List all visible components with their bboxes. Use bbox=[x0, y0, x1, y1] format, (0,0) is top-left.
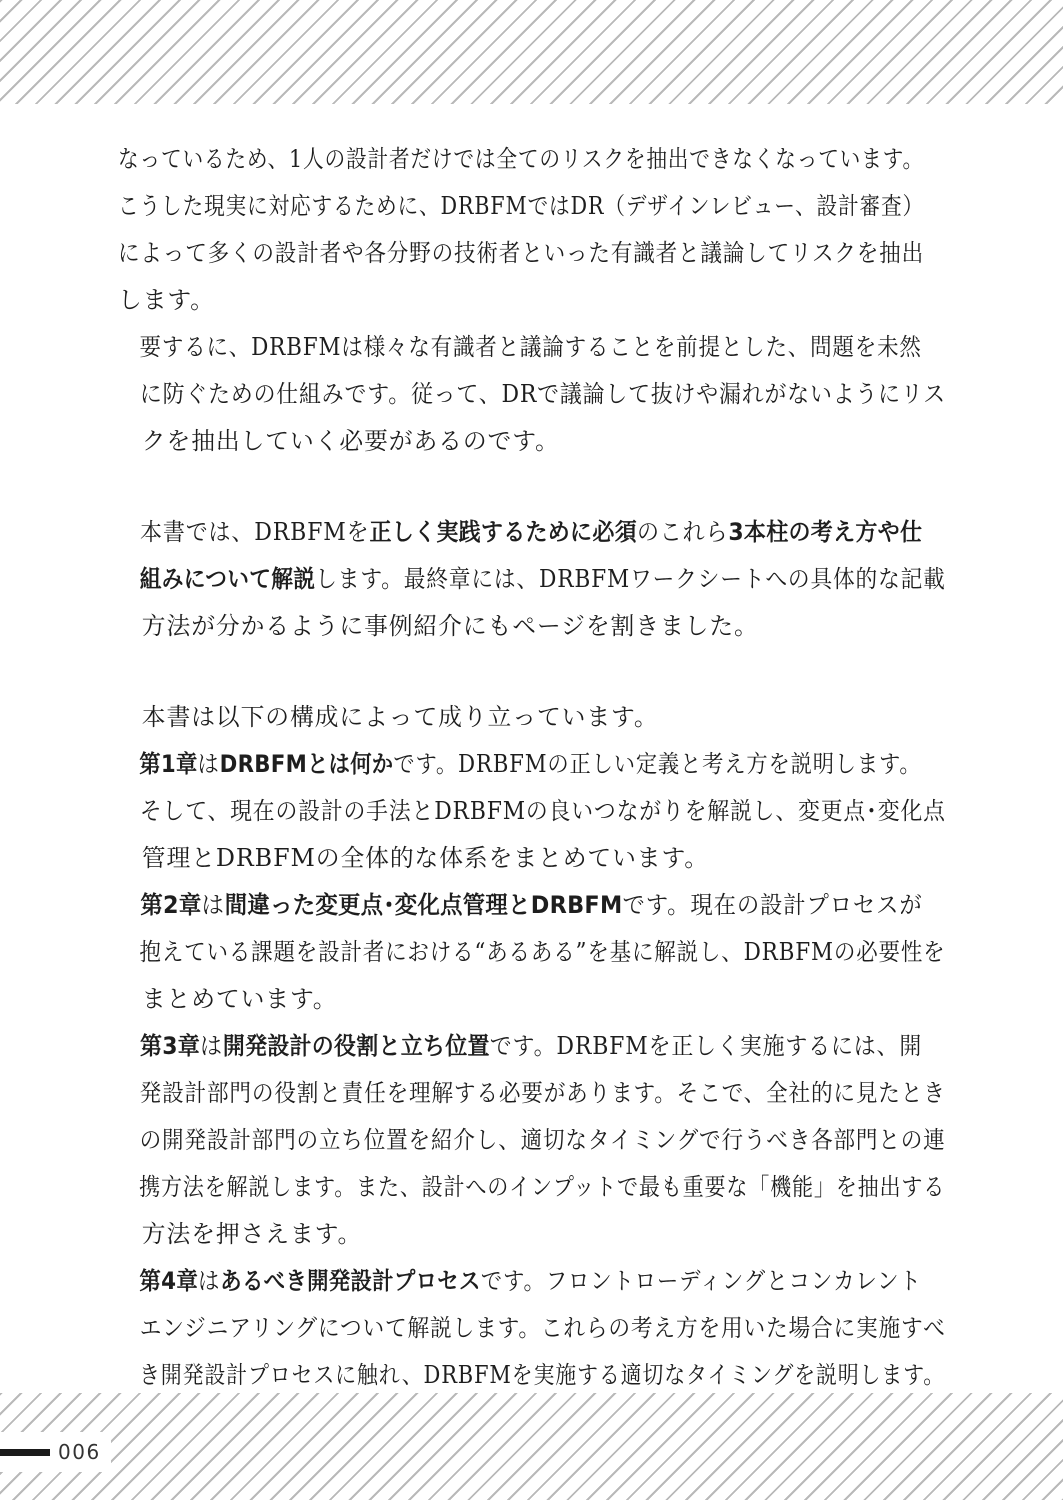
text-run: します。 bbox=[118, 286, 215, 314]
emphasis-text: 第4章 bbox=[139, 1267, 199, 1295]
text-line bbox=[118, 929, 946, 976]
text-line bbox=[118, 694, 924, 741]
text-run: のこれら bbox=[636, 518, 729, 546]
text-line bbox=[118, 1023, 923, 1070]
text-line bbox=[118, 882, 923, 929]
text-line bbox=[118, 976, 924, 1023]
paragraph bbox=[118, 1258, 946, 1399]
text-run: こうした現実に対応するために、DRBFMではDR（デザインレビュー、設計審査） bbox=[118, 192, 924, 220]
paragraph bbox=[118, 1023, 946, 1258]
emphasis-text: 第3章 bbox=[139, 1032, 201, 1060]
page-number-rule bbox=[0, 1449, 50, 1456]
text-line bbox=[118, 1164, 946, 1211]
text-run: 発設計部門の役割と責任を理解する必要があります。そこで、全社的に見たとき bbox=[139, 1079, 946, 1107]
text-run: します。最終章には、DRBFMワークシートへの具体的な記載 bbox=[315, 565, 946, 593]
emphasis-text: DRBFMとは何か bbox=[219, 750, 394, 778]
emphasis-text: 組みについて解説 bbox=[139, 565, 316, 593]
text-run: 本書では、DRBFMを bbox=[140, 518, 370, 546]
text-run: に防ぐための仕組みです。従って、DRで議論して抜けや漏れがないようにリス bbox=[139, 380, 946, 408]
text-line bbox=[118, 277, 924, 324]
text-run: は bbox=[197, 750, 220, 778]
emphasis-text: 正しく実践するために必須 bbox=[369, 518, 637, 546]
text-run: 抱えている課題を設計者における“あるある”を基に解説し、DRBFMの必要性を bbox=[139, 938, 946, 966]
text-line bbox=[118, 1117, 946, 1164]
paragraph bbox=[118, 509, 946, 650]
text-run: まとめています。 bbox=[141, 985, 338, 1013]
text-run: 管理とDRBFMの全体的な体系をまとめています。 bbox=[141, 844, 709, 872]
text-run: です。DRBFMを正しく実施するには、開 bbox=[489, 1032, 923, 1060]
top-stripe-band bbox=[0, 0, 1063, 104]
paragraph-gap bbox=[118, 465, 924, 509]
emphasis-text: 間違った変更点･変化点管理とDRBFM bbox=[224, 891, 623, 919]
paragraph bbox=[118, 136, 924, 324]
text-line bbox=[118, 509, 923, 556]
text-run: です。現在の設計プロセスが bbox=[622, 891, 923, 919]
text-run: の開発設計部門の立ち位置を紹介し、適切なタイミングで行うべき各部門との連 bbox=[139, 1126, 946, 1154]
paragraph bbox=[118, 882, 946, 1023]
emphasis-text: 3本柱の考え方や仕 bbox=[728, 518, 923, 546]
text-line bbox=[118, 230, 924, 277]
text-run: なっているため、1人の設計者だけでは全てのリスクを抽出できなくなっています。 bbox=[118, 145, 924, 173]
text-line bbox=[118, 136, 924, 183]
paragraph bbox=[118, 324, 946, 465]
text-line bbox=[118, 741, 922, 788]
emphasis-text: 開発設計の役割と立ち位置 bbox=[222, 1032, 490, 1060]
paragraph-gap bbox=[118, 650, 924, 694]
text-run: は bbox=[198, 1267, 221, 1295]
text-run: そして、現在の設計の手法とDRBFMの良いつながりを解説し、変更点･変化点 bbox=[139, 797, 946, 825]
text-line bbox=[118, 1211, 924, 1258]
text-run: 方法が分かるように事例紹介にもページを割きました。 bbox=[141, 612, 759, 640]
text-run: は bbox=[200, 1032, 223, 1060]
text-run: クを抽出していく必要があるのです。 bbox=[141, 427, 560, 455]
text-run: 携方法を解説します。また、設計へのインプットで最も重要な「機能」を抽出する bbox=[139, 1173, 946, 1201]
text-line bbox=[118, 1258, 922, 1305]
text-line bbox=[118, 418, 924, 465]
body-text bbox=[118, 136, 946, 1399]
text-line bbox=[118, 603, 924, 650]
text-run: き開発設計プロセスに触れ、DRBFMを実施する適切なタイミングを説明します。 bbox=[138, 1361, 946, 1389]
bottom-stripe-band bbox=[0, 1393, 1063, 1500]
text-run: は bbox=[201, 891, 225, 919]
paragraph bbox=[118, 694, 924, 741]
text-line bbox=[118, 371, 946, 418]
text-line bbox=[118, 835, 924, 882]
text-run: 要するに、DRBFMは様々な有識者と議論することを前提とした、問題を未然 bbox=[139, 333, 922, 361]
emphasis-text: 第1章 bbox=[139, 750, 198, 778]
page-footer bbox=[0, 1432, 111, 1472]
text-line bbox=[118, 183, 924, 230]
text-run: 本書は以下の構成によって成り立っています。 bbox=[141, 703, 659, 731]
text-run: です。フロントローディングとコンカレント bbox=[480, 1267, 922, 1295]
text-line bbox=[118, 556, 946, 603]
text-line bbox=[118, 788, 946, 835]
text-run: 方法を押さえます。 bbox=[141, 1220, 363, 1248]
text-run: によって多くの設計者や各分野の技術者といった有識者と議論してリスクを抽出 bbox=[118, 239, 924, 267]
text-run: です。DRBFMの正しい定義と考え方を説明します。 bbox=[393, 750, 922, 778]
emphasis-text: 第2章 bbox=[140, 891, 202, 919]
paragraph bbox=[118, 741, 946, 882]
text-line bbox=[118, 1352, 946, 1399]
emphasis-text: あるべき開発設計プロセス bbox=[220, 1267, 481, 1295]
page-number: 006 bbox=[58, 1440, 101, 1464]
text-run: エンジニアリングについて解説します。これらの考え方を用いた場合に実施すべ bbox=[139, 1314, 946, 1342]
text-line bbox=[118, 324, 922, 371]
text-line bbox=[118, 1305, 946, 1352]
text-line bbox=[118, 1070, 946, 1117]
